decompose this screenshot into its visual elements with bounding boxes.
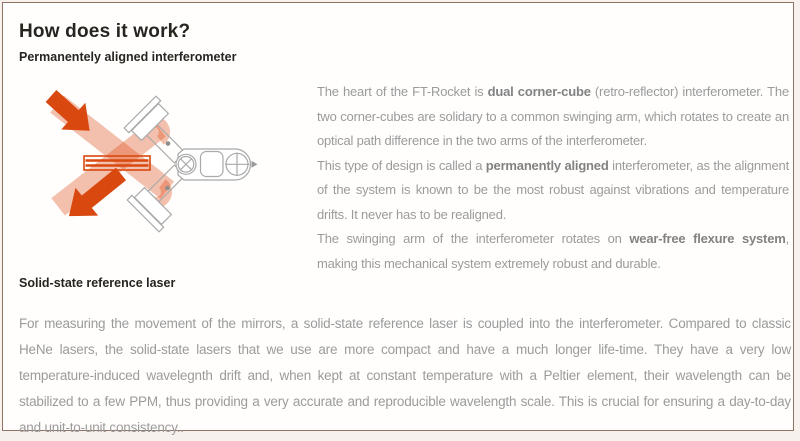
arm-body-block [201, 152, 224, 177]
intro-paragraphs [317, 80, 789, 276]
laser-paragraph-block [19, 311, 791, 441]
page-title: How does it work? [19, 21, 191, 42]
page-frame [2, 2, 794, 435]
interferometer-diagram [21, 76, 301, 254]
paragraph-reference-laser: For measuring the movement of the mirrors, a solid-state reference laser is coupled into the interferometer. Compared to classic HeNe lasers, the solid-state lasers that we use are more compact and have a much longer life-time. They have a very low temperature-induced wavelegnth drift and, when kept at constant temperature with a Peltier element, their wavelength can be stabilized to a few PPM, thus providing a very accurate and reproducible wavelength scale. This is crucial for ensuring a day-to-day and unit-to-unit consistency.. [19, 316, 791, 435]
section-heading-interferometer: Permanentely aligned interferometer [19, 50, 237, 64]
paragraph-flexure-system: The swinging arm of the interferometer rotates on wear-free flexure system, making this mechanical system extremely robust and durable. [317, 231, 790, 271]
paragraph-dual-corner-cube: The heart of the FT-Rocket is dual corner-cube (retro-reflector) interferometer. The two corner-cubes are solidary to a common swinging arm, which rotates to create an optical path difference in the two arms of the interferometer. [317, 84, 789, 148]
paragraph-permanently-aligned: This type of design is called a permanently aligned interferometer, as the alignment of the system is known to be the most robust against vibrations and temperature drifts. It never has to be realigned. [317, 157, 790, 222]
section-heading-laser: Solid-state reference laser [19, 276, 176, 290]
